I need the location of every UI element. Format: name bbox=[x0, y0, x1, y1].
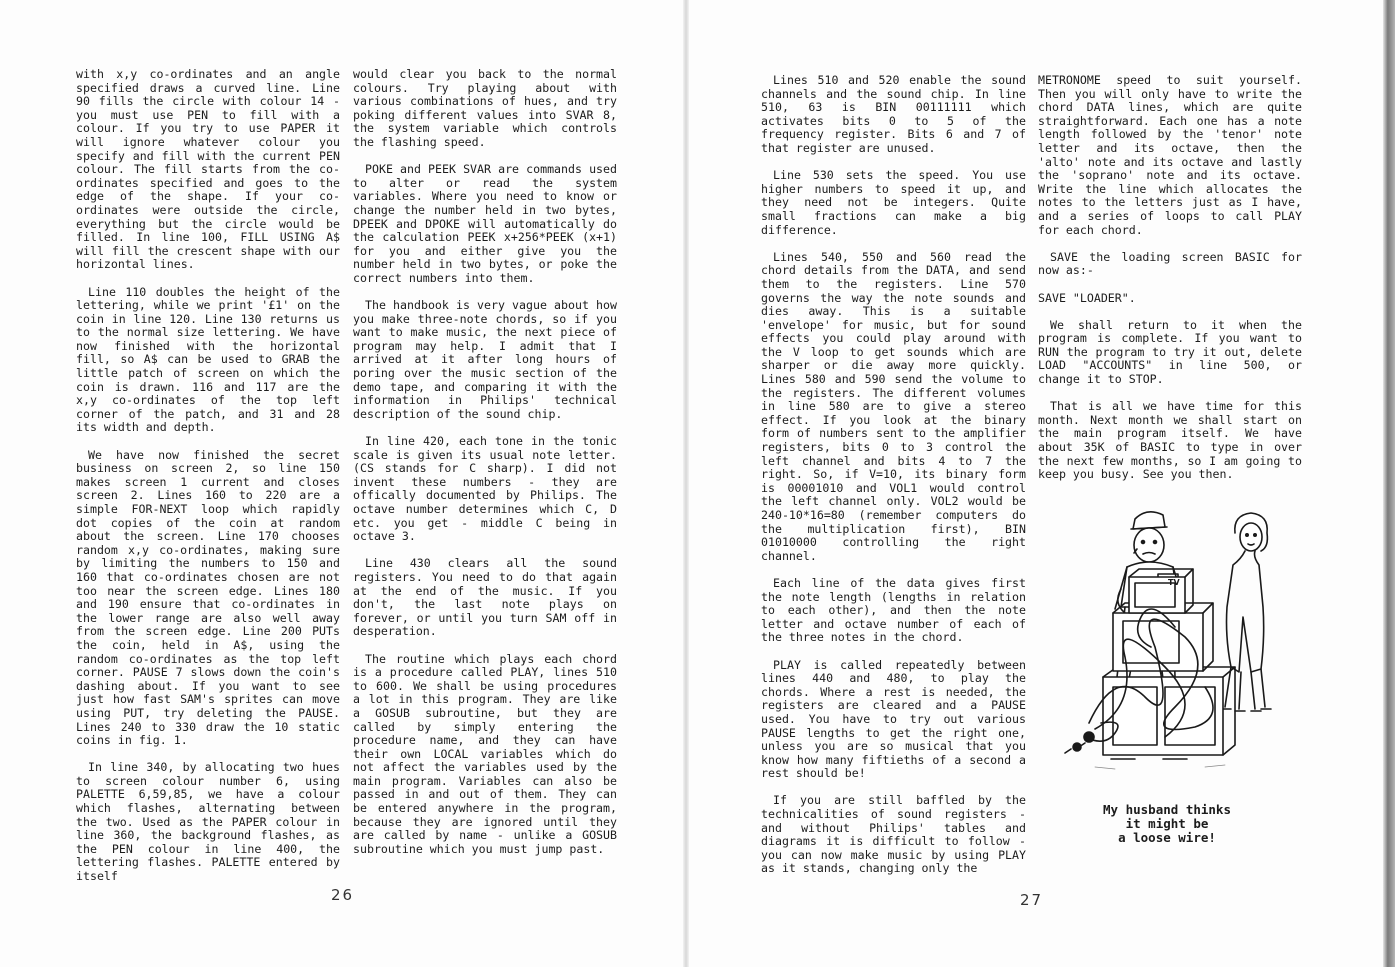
paragraph: Each line of the data gives first the note length (lengths in relation to each other), and then the note letter and octave number of each of the three notes in the chord. bbox=[761, 575, 1026, 645]
caption-line: My husband thinks bbox=[1103, 802, 1231, 817]
paragraph: The routine which plays each chord is a procedure called PLAY, lines 510 to 600. We shall be using procedures a lot in this program. They are like a GOSUB subroutine, but they are called by simply entering the procedure name, and they can have their own LOCAL variables which do not affect the variables used by the main program. Variables can also be passed in and out of them. They can be entered anywhere in the program, because they are ignored until they are called by name - unlike a GOSUB subroutine which you must jump past. bbox=[353, 651, 617, 856]
right-page-column-2 bbox=[1038, 74, 1302, 495]
paragraph: SAVE "LOADER". bbox=[1038, 290, 1136, 305]
paragraph: Line 530 sets the speed. You use higher numbers to speed it up, and they need not be integers. Quite small fractions can make a big difference. bbox=[761, 168, 1026, 237]
paragraph: PLAY is called repeatedly between lines 440 and 480, to play the chords. Where a rest is needed, the registers are cleared and a PAUSE used. You have to try out various PAUSE lengths to get the right one, unless you are so musical that you know how many fiftieths of a second a rest should be! bbox=[761, 657, 1026, 781]
paragraph: We have now finished the secret business on screen 2, so line 150 makes screen 1 current and closes screen 2. Lines 160 to 220 are a simple FOR-NEXT loop which rapidly dot copies of the coin at random about the screen. Line 170 chooses random x,y co-ordinates, making sure by limiting the numbers to 150 and 160 that co-ordinates chosen are not too near the screen edge. Lines 180 and 190 ensure that co-ordinates in the lower range are also well away from the screen edge. Line 200 PUTs the coin, held in A$, using the random co-ordinates as the top left corner. PAUSE 7 slows down the coin's dashing about. If you want to see just how fast SAM's sprites can move using PUT, try deleting the PAUSE. Lines 240 to 330 draw the 10 static coins in fig. 1. bbox=[76, 447, 340, 748]
paragraph: with x,y co-ordinates and an angle specified draws a curved line. Line 90 fills the circle with colour 14 - you must use PEN to fill with a colour. If you try to use PAPER it will ignore whatever colour you specify and fill with the current PEN colour. The fill starts from the co-ordinates specified and goes to the edge of the shape. If your co-ordinates were outside the circle, everything but the circle would be filled. In line 100, FILL USING A$ will fill the crescent shape with our horizontal lines. bbox=[76, 67, 340, 272]
page-number-right: 27 bbox=[1020, 891, 1044, 909]
paragraph: POKE and PEEK SVAR are commands used to alter or read the system variables. Where you need to know or change the number held in two bytes, DPEEK and DPOKE will automatically do the calculation PEEK x+256*PEEK (x+1) for you and either give you the number held in two bytes, or poke the correct numbers into them. bbox=[353, 162, 617, 285]
paragraph: That is all we have time for this month. Next month we shall start on the main program itself. We have about 35K of BASIC to type in over the next few months, so I am going to keep you busy. See you then. bbox=[1038, 399, 1302, 482]
paragraph: Lines 510 and 520 enable the sound channels and the sound chip. In line 510, 63 is BIN 00111111 which activates bits 0 to 5 of the frequency register. Bits 6 and 7 of that register are unused. bbox=[761, 73, 1026, 155]
page-gutter bbox=[683, 0, 689, 967]
cartoon-caption bbox=[1062, 803, 1272, 845]
right-page-column-1 bbox=[761, 74, 1026, 890]
paragraph: In line 420, each tone in the tonic scale is given its usual note letter. (CS stands for C sharp). I did not invent these numbers - they are offically documented by Philips. The octave number determines which C, D etc. you get - middle C being in octave 3. bbox=[353, 434, 617, 544]
left-page-column-1 bbox=[76, 68, 340, 897]
page-number-left: 26 bbox=[331, 886, 355, 904]
paragraph: In line 340, by allocating two hues to screen colour number 6, using PALETTE 6,59,85, we have a colour which flashes, alternating between the two. Used as the PAPER colour in line 360, the background flashes, as the PEN colour in line 400, the lettering flashes. PALETTE entered by itself bbox=[76, 760, 340, 884]
paragraph: METRONOME speed to suit yourself. Then you will only have to write the chord DATA lines, which are quite straightforward. Each one has a note length followed by the 'tenor' note letter and its octave, then the 'alto' note and its octave and lastly the 'soprano' note and its octave. Write the line which allocates the notes to the letters just as I have, and a series of loops to call PLAY for each chord. bbox=[1038, 73, 1302, 237]
paragraph: If you are still baffled by the technicalities of sound registers - and without Philips' tables and diagrams it is difficult to follow - you can now make music by using PLAY as it stands, changing only the bbox=[761, 793, 1026, 876]
paragraph: Line 110 doubles the height of the lettering, while we print '£1' on the coin in line 120. Line 130 returns us to the normal size lettering. We have now finished with the horizontal fill, so A$ can be used to GRAB the little patch of screen on which the coin is drawn. 116 and 117 are the x,y co-ordinates of the top left corner of the patch, and 31 and 28 its width and depth. bbox=[76, 284, 340, 435]
paragraph: Lines 540, 550 and 560 read the chord details from the DATA, and send them to the registers. Line 570 governs the way the note sounds and dies away. This is a suitable 'envelope' for music, but for sound effects you could play around with the V loop to get sounds which are sharper or die away more quickly. Lines 580 and 590 send the volume to the registers. The different volumes in line 580 are to give a stereo effect. If you look at the binary form of numbers sent to the amplifier registers, bits 0 to 3 control the left channel and bits 4 to 7 the right. So, if V=10, its binary form is 00001010 and VOL1 would control the left channel only. VOL2 would be 240-10*16=80 (remember computers do the multiplication first), BIN 01010000 controlling the right channel. bbox=[761, 249, 1026, 563]
caption-line: a loose wire! bbox=[1118, 830, 1216, 845]
page-edge-shadow bbox=[1383, 0, 1395, 967]
paragraph: The handbook is very vague about how you make three-note chords, so if you want to make music, the next piece of program may help. I admit that I arrived at it after long hours of poring over the music section of the demo tape, and comparing it with the information in Philips' technical description of the sound chip. bbox=[353, 298, 617, 421]
cartoon-illustration bbox=[1055, 497, 1310, 797]
paragraph: would clear you back to the normal colours. Try playing about with various combinations of hues, and try poking different values into SVAR 8, the system variable which controls the flashing speed. bbox=[353, 67, 617, 149]
left-page-column-2 bbox=[353, 68, 617, 870]
paragraph: SAVE the loading screen BASIC for now as:- bbox=[1038, 249, 1302, 278]
paragraph: We shall return to it when the program is complete. If you want to RUN the program to try it out, delete LOAD "ACCOUNTS" in line 500, or change it to STOP. bbox=[1038, 317, 1302, 387]
paragraph: Line 430 clears all the sound registers. You need to do that again at the end of the music. If you don't, the last note plays on forever, or until you turn SAM off in desperation. bbox=[353, 556, 617, 639]
tv-label: TV bbox=[1168, 578, 1180, 587]
caption-line: it might be bbox=[1125, 816, 1209, 831]
